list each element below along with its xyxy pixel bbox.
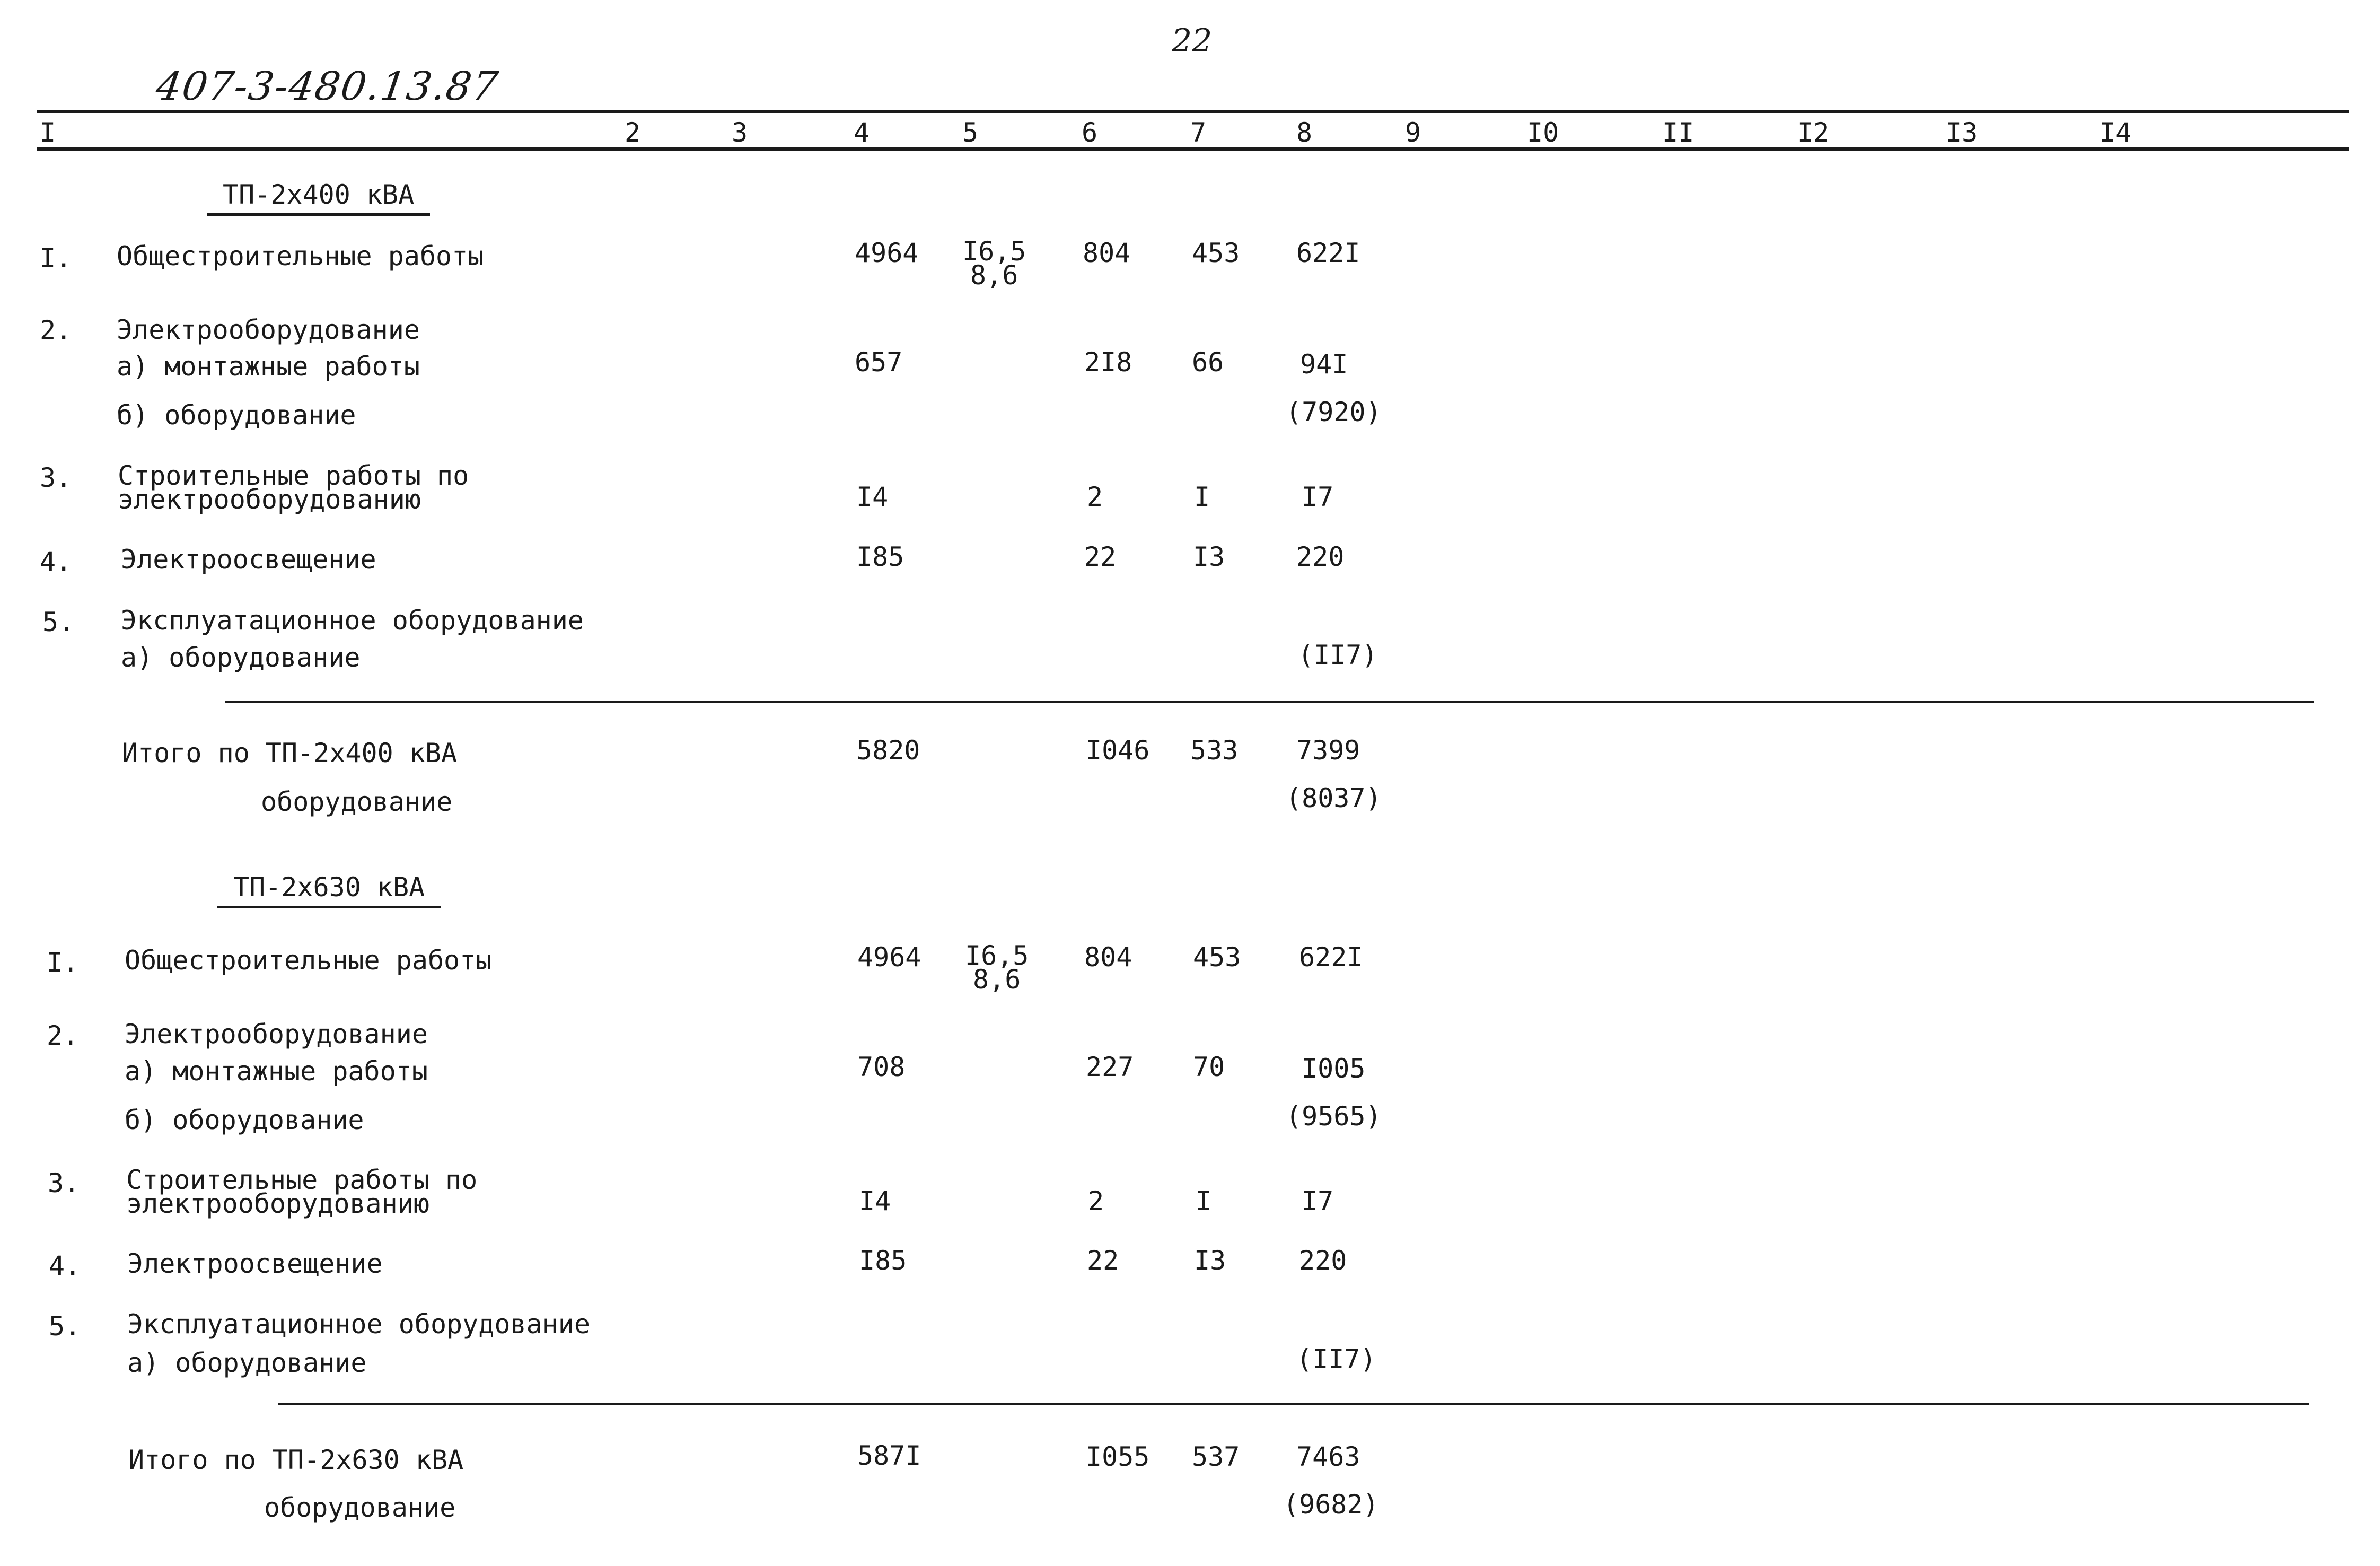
item-label: Эксплуатационное оборудование [121,605,584,636]
cell-col6: 227 [1086,1052,1134,1082]
total-col8: 7463 [1296,1441,1360,1472]
cell-col6: 22 [1084,541,1117,572]
cell-col7: 453 [1193,942,1241,973]
item-label: Электрооборудование [125,1019,428,1049]
col-header-7: 7 [1190,117,1207,148]
item-label: Общестроительные работы [117,241,484,272]
cell-col4: 657 [855,347,903,378]
total-rule [278,1403,2309,1405]
total-col8: 7399 [1296,735,1360,766]
col-header-14: I4 [2100,117,2132,148]
item-number: 4. [40,546,72,577]
item-label: Электроосвещение [121,544,376,575]
total-col7: 537 [1192,1441,1240,1472]
cell-col7: I3 [1193,541,1225,572]
item-label: б) оборудование [125,1105,364,1135]
col-header-2: 2 [625,117,641,148]
cell-col6: 804 [1083,238,1131,268]
col-header-8: 8 [1296,117,1313,148]
cell-col5-top: I6,5 [962,236,1026,267]
col-header-4: 4 [854,117,870,148]
total-col4: 587I [857,1440,921,1471]
item-label-cont: электрооборудованию [118,484,421,515]
col-header-9: 9 [1405,117,1421,148]
item-label: Общестроительные работы [125,945,492,976]
cell-col7: 70 [1193,1052,1225,1082]
cell-col6: 804 [1084,942,1132,973]
cell-col5-top: I6,5 [965,940,1029,971]
cell-col8: (9565) [1286,1101,1382,1132]
total-equipment-col8: (8037) [1286,783,1382,813]
cell-col5 [965,940,1029,995]
cell-col8: 220 [1299,1245,1347,1276]
total-equipment-label: оборудование [264,1492,456,1523]
item-number: I. [40,243,72,274]
cell-col8: 622I [1296,238,1360,268]
col-header-11: II [1662,117,1694,148]
cell-col7: I [1196,1186,1212,1217]
total-rule [225,701,2314,703]
cell-col6: 2 [1087,482,1103,512]
cell-col5-bottom: 8,6 [970,260,1018,291]
total-col6: I055 [1086,1441,1150,1472]
total-col6: I046 [1086,735,1150,766]
col-header-5: 5 [962,117,979,148]
item-label: б) оборудование [117,400,356,431]
cell-col6: 22 [1087,1245,1119,1276]
document-code: 407-3-480.13.87 [153,64,502,109]
page-number: 22 [1172,22,1213,59]
cell-col5-bottom: 8,6 [973,964,1021,995]
section-title: ТП-2х400 кВА [207,181,430,216]
item-label: а) оборудование [121,642,361,673]
cell-col5 [962,236,1026,291]
item-number: 5. [42,607,75,637]
header-top-rule [37,110,2349,113]
item-label: а) монтажные работы [125,1056,428,1087]
total-label: Итого по ТП-2х630 кВА [128,1445,464,1475]
cell-col4: 708 [857,1052,906,1082]
cell-col8: (II7) [1296,1344,1376,1375]
cell-col7: 66 [1192,347,1224,378]
cell-col8: (7920) [1286,397,1382,427]
total-col4: 5820 [856,735,920,766]
item-label: Электрооборудование [117,314,420,345]
item-label-cont: электрооборудованию [126,1188,429,1219]
cell-col4: 4964 [855,238,919,268]
total-equipment-col8: (9682) [1283,1489,1379,1520]
col-header-13: I3 [1946,117,1978,148]
cell-col4: I85 [859,1245,907,1276]
cell-col4: I4 [856,482,889,512]
item-number: 2. [40,315,72,346]
item-number: 3. [40,462,72,493]
item-label: а) монтажные работы [117,351,420,382]
cell-col6: 2I8 [1084,347,1132,378]
cell-col4: I4 [859,1186,891,1217]
cell-col8: (II7) [1298,640,1378,670]
cell-col7: I [1194,482,1210,512]
item-label: Строительные работы по [118,460,469,491]
col-header-10: I0 [1527,117,1559,148]
cell-col7: I3 [1194,1245,1226,1276]
total-equipment-label: оборудование [261,786,453,817]
item-number: 3. [48,1168,80,1198]
total-label: Итого по ТП-2х400 кВА [122,738,458,768]
item-label: а) оборудование [127,1348,367,1378]
item-number: 5. [49,1311,81,1342]
cell-col4: 4964 [857,942,921,973]
cell-col6: 2 [1088,1186,1104,1217]
section-title: ТП-2х630 кВА [217,874,441,908]
cell-col7: 453 [1192,238,1240,268]
cell-col8: 94I [1300,349,1348,380]
cell-col8: I7 [1302,482,1334,512]
col-header-3: 3 [732,117,748,148]
item-label: Электроосвещение [127,1248,383,1279]
total-col7: 533 [1190,735,1239,766]
item-number: I. [47,947,79,978]
col-header-1: I [40,117,56,148]
cell-col8: 622I [1299,942,1363,973]
col-header-6: 6 [1082,117,1098,148]
cell-col8: I005 [1302,1053,1366,1084]
item-label: Эксплуатационное оборудование [127,1309,590,1340]
item-number: 4. [49,1250,81,1281]
col-header-12: I2 [1797,117,1830,148]
cell-col8: 220 [1296,541,1345,572]
item-label: Строительные работы по [126,1165,478,1195]
item-number: 2. [47,1020,79,1051]
cell-col8: I7 [1302,1186,1334,1217]
cell-col4: I85 [856,541,904,572]
